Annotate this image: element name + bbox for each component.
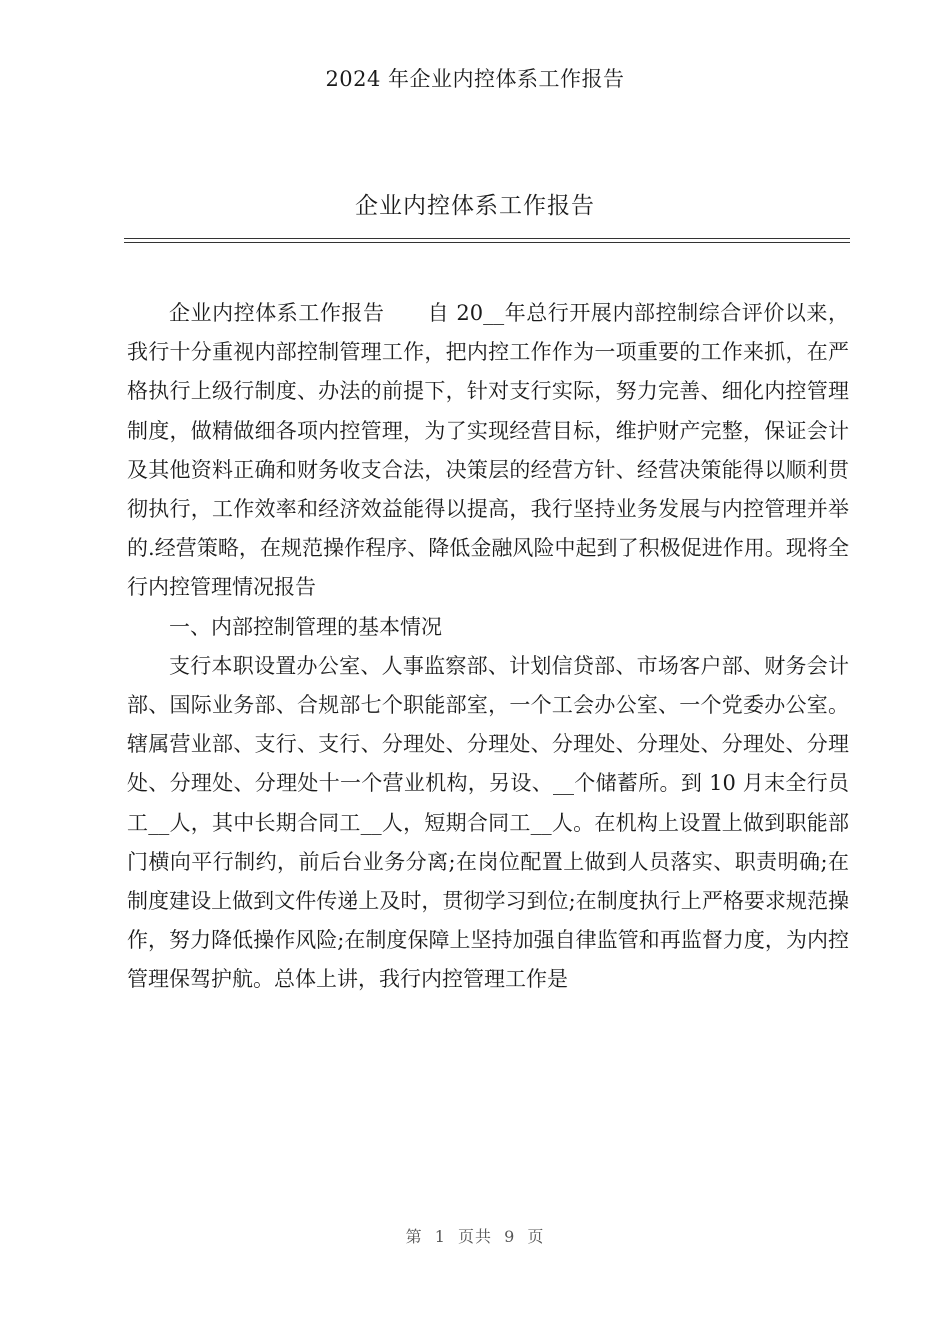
document-title: 企业内控体系工作报告 [355, 193, 595, 219]
document-body [127, 294, 849, 1000]
running-header: 2024 年企业内控体系工作报告 [325, 67, 625, 91]
title-divider [124, 238, 850, 243]
body-paragraph: 支行本职设置办公室、人事监察部、计划信贷部、市场客户部、财务会计部、国际业务部、合规部七个职能部室，一个工会办公室、一个党委办公室。辖属营业部、支行、支行、分理处、分理处、分理处、分理处、分理处、分理处、分理处、分理处十一个营业机构，另设、__个储蓄所。到 10 月末全行员工__人，其中长期合同工__人，短期合同工__人。在机构上设置上做到职能部门横向平行制约，前后台业务分离;在岗位配置上做到人员落实、职责明确;在制度建设上做到文件传递上及时，贯彻学习到位;在制度执行上严格要求规范操作，努力降低操作风险;在制度保障上坚持加强自律监管和再监督力度，为内控管理保驾护航。总体上讲，我行内控管理工作是 [127, 653, 849, 992]
page-number: 第 1 页共 9 页 [405, 1227, 545, 1246]
section-heading: 一、内部控制管理的基本情况 [169, 614, 442, 639]
intro-paragraph: 企业内控体系工作报告 自 20__年总行开展内部控制综合评价以来，我行十分重视内部控制管理工作，把内控工作作为一项重要的工作来抓，在严格执行上级行制度、办法的前提下，针对支行实际，努力完善、细化内控管理制度，做精做细各项内控管理，为了实现经营目标，维护财产完整，保证会计及其他资料正确和财务收支合法，决策层的经营方针、经营决策能得以顺利贯彻执行，工作效率和经济效益能得以提高，我行坚持业务发展与内控管理并举的.经营策略，在规范操作程序、降低金融风险中起到了积极促进作用。现将全行内控管理情况报告 [127, 301, 849, 600]
